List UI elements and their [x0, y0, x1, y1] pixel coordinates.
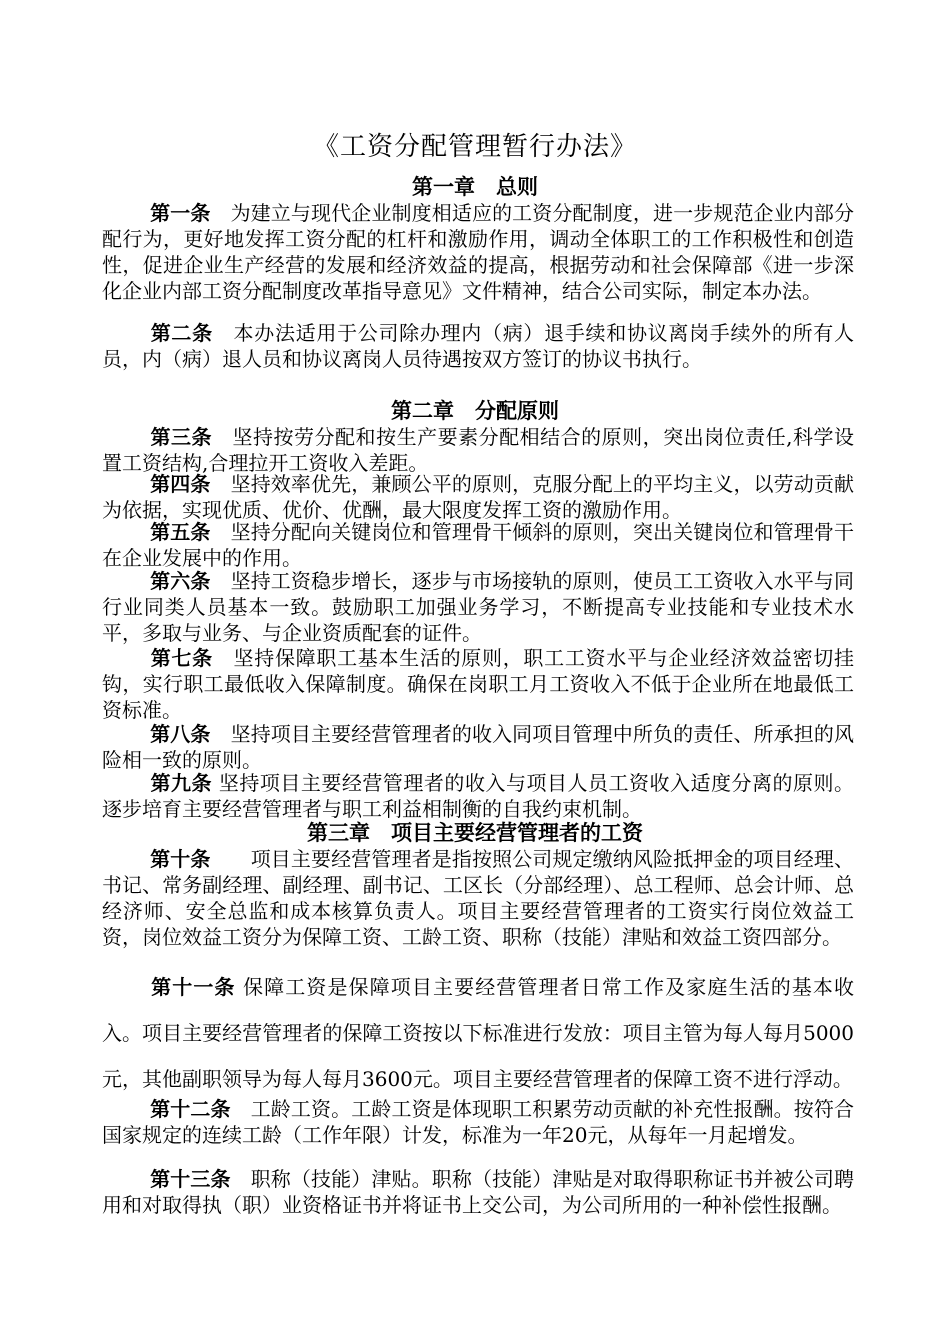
- article-text: 保障工资是保障项目主要经营管理者日常工作及家庭生活的基本收入。项目主要经营管理者的保障工资按以下标准进行发放：项目主管为每人每月5000元，其他副职领导为每人每月3600元。项目主要经营管理者的保障工资不进行浮动。: [102, 975, 855, 1091]
- article-label: 第七条: [150, 646, 213, 670]
- article-text: 坚持工资稳步增长，逐步与市场接轨的原则，使员工工资收入水平与同行业同类人员基本一致。鼓励职工加强业务学习，不断提高专业技能和专业技术水平，多取与业务、与企业资质配套的证件。: [102, 569, 855, 645]
- article-text: 坚持项目主要经营管理者的收入与项目人员工资收入适度分离的原则。逐步培育主要经营管理者与职工利益相制衡的自我约束机制。: [102, 771, 855, 821]
- chapter-heading: 第三章 项目主要经营管理者的工资: [307, 820, 643, 845]
- article-5: [102, 519, 854, 571]
- article-11: [102, 964, 854, 1102]
- article-label: 第九条: [150, 771, 213, 795]
- article-6: [102, 568, 854, 646]
- chapter-heading: 第一章 总则: [412, 174, 538, 199]
- article-3: [102, 424, 854, 476]
- article-13: [102, 1166, 854, 1218]
- article-label: 第三条: [150, 425, 213, 449]
- article-4: [102, 471, 854, 523]
- chapter-heading: 第二章 分配原则: [391, 398, 559, 423]
- article-10: [102, 846, 854, 950]
- article-text: 坚持效率优先，兼顾公平的原则，克服分配上的平均主义，以劳动贡献为依据，实现优质、优价、优酬，最大限度发挥工资的激励作用。: [102, 472, 855, 522]
- article-label: 第十三条: [150, 1167, 231, 1191]
- article-12: [102, 1096, 854, 1148]
- article-text: 坚持保障职工基本生活的原则，职工工资水平与企业经济效益密切挂钩，实行职工最低收入保障制度。确保在岗职工月工资收入不低于企业所在地最低工资标准。: [102, 646, 855, 722]
- article-text: 坚持按劳分配和按生产要素分配相结合的原则，突出岗位责任,科学设置工资结构,合理拉开工资收入差距。: [102, 425, 855, 475]
- article-label: 第十二条: [150, 1097, 231, 1121]
- article-text: 为建立与现代企业制度相适应的工资分配制度，进一步规范企业内部分配行为，更好地发挥工资分配的杠杆和激励作用，调动全体职工的工作积极性和创造性，促进企业生产经营的发展和经济效益的提高，根据劳动和社会保障部《进一步深化企业内部工资分配制度改革指导意见》文件精神，结合公司实际，制定本办法。: [102, 201, 855, 303]
- article-label: 第十一条: [150, 975, 236, 999]
- article-label: 第一条: [150, 201, 211, 225]
- article-label: 第十条: [150, 847, 211, 871]
- article-label: 第八条: [150, 722, 211, 746]
- article-text: 本办法适用于公司除办理内（病）退手续和协议离岗手续外的所有人员，内（病）退人员和协议离岗人员待遇按双方签订的协议书执行。: [102, 321, 855, 371]
- article-label: 第二条: [150, 321, 213, 345]
- article-7: [102, 645, 854, 723]
- article-label: 第四条: [150, 472, 211, 496]
- article-text: 项目主要经营管理者是指按照公司规定缴纳风险抵押金的项目经理、书记、常务副经理、副经理、副书记、工区长（分部经理）、总工程师、总会计师、总经济师、安全总监和成本核算负责人。项目主要经营管理者的工资实行岗位效益工资，岗位效益工资分为保障工资、工龄工资、职称（技能）津贴和效益工资四部分。: [102, 847, 855, 949]
- article-text: 坚持分配向关键岗位和管理骨干倾斜的原则，突出关键岗位和管理骨干在企业发展中的作用。: [102, 520, 855, 570]
- article-8: [102, 721, 854, 773]
- article-label: 第六条: [150, 569, 211, 593]
- article-text: 坚持项目主要经营管理者的收入同项目管理中所负的责任、所承担的风险相一致的原则。: [102, 722, 855, 772]
- article-text: 职称（技能）津贴。职称（技能）津贴是对取得职称证书并被公司聘用和对取得执（职）业资格证书并将证书上交公司，为公司所用的一种补偿性报酬。: [102, 1167, 855, 1217]
- article-2: [102, 320, 854, 372]
- document-title: 《工资分配管理暂行办法》: [312, 132, 637, 162]
- article-1: [102, 200, 854, 304]
- article-9: [102, 770, 854, 822]
- article-label: 第五条: [150, 520, 211, 544]
- article-text: 工龄工资。工龄工资是体现职工积累劳动贡献的补充性报酬。按符合国家规定的连续工龄（工作年限）计发，标准为一年20元，从每年一月起增发。: [102, 1097, 855, 1147]
